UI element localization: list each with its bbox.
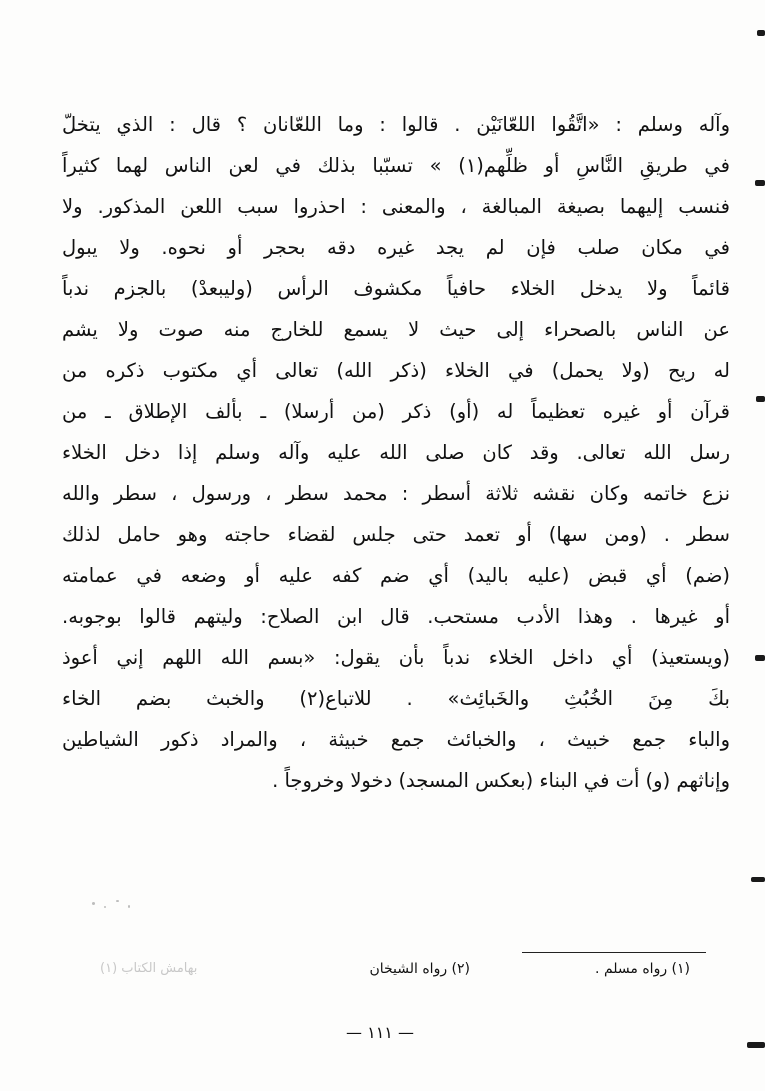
- footnote-1: (١) رواه مسلم .: [595, 961, 690, 977]
- text-line: نزع خاتمه وكان نقشه ثلاثة أسطر : محمد سطر ، ورسول ، سطر والله: [62, 482, 730, 505]
- binding-mark: [757, 30, 765, 36]
- print-speckle: [128, 905, 130, 908]
- text-line: عن الناس بالصحراء إلى حيث لا يسمع للخارج منه صوت ولا يشم: [62, 318, 730, 341]
- text-line: (ويستعيذ) أي داخل الخلاء ندباً بأن يقول: «بسم الله اللهم إني أعوذ: [62, 646, 730, 669]
- text-line: فنسب إليهما بصيغة المبالغة ، والمعنى : احذروا سبب اللعن المذكور. ولا: [62, 195, 730, 218]
- text-line: بكَ مِنَ الخُبُثِ والخَبائِث» . للاتباع(٢) والخبث بضم الخاء: [62, 687, 730, 710]
- footnote-2-faded-continuation: بهامش الكتاب (١): [100, 961, 198, 976]
- page-number: — ١١١ —: [346, 1023, 414, 1042]
- binding-mark: [755, 655, 765, 661]
- footnote-rule: [522, 952, 706, 953]
- text-line: سطر . (ومن سها) أو تعمد حتى جلس لقضاء حاجته وهو حامل لذلك: [62, 523, 730, 546]
- text-line: والباء جمع خبيث ، والخبائث جمع خبيثة ، والمراد ذكور الشياطين: [62, 728, 730, 751]
- print-speckle: [104, 906, 106, 908]
- footnotes: [90, 957, 720, 987]
- print-speckle: [92, 902, 95, 905]
- text-line: في طريقِ النَّاسِ أو ظلِّهم(١) » تسبّبا بذلك في لعن الناس لهما كثيراً: [62, 154, 730, 177]
- text-line: في مكان صلب فإن لم يجد غيره دقه بحجر أو نحوه. ولا يبول: [62, 236, 730, 259]
- text-line: أو غيرها . وهذا الأدب مستحب. قال ابن الصلاح: وليتهم قالوا بوجوبه.: [62, 605, 730, 628]
- print-speckle: [116, 900, 119, 902]
- binding-mark: [755, 180, 765, 186]
- text-line: وآله وسلم : «اتَّقُوا اللعّانَيْن . قالوا : وما اللعّانان ؟ قال : الذي يتخلّ: [62, 113, 730, 136]
- text-line: رسل الله تعالى. وقد كان صلى الله عليه وآله وسلم إذا دخل الخلاء: [62, 441, 730, 464]
- text-line: قرآن أو غيره تعظيماً له (أو) ذكر (من أرسلا) ـ بألف الإطلاق ـ من: [62, 400, 730, 423]
- text-line: قائماً ولا يدخل الخلاء حافياً مكشوف الرأس (وليبعدْ) بالجزم ندباً: [62, 277, 730, 300]
- body-text: [62, 104, 730, 801]
- footnote-2: (٢) رواه الشيخان: [369, 961, 470, 977]
- text-line: وإناثهم (و) أت في البناء (بعكس المسجد) دخولا وخروجاً .: [272, 769, 730, 792]
- text-line: له ريح (ولا يحمل) في الخلاء (ذكر الله) تعالى أي مكتوب ذكره من: [62, 359, 730, 382]
- binding-mark: [756, 396, 765, 402]
- binding-mark: [747, 1042, 765, 1048]
- text-line: (ضم) أي قبض (عليه باليد) أي ضم كفه عليه أو وضعه في عمامته: [62, 564, 730, 587]
- binding-mark: [751, 877, 765, 882]
